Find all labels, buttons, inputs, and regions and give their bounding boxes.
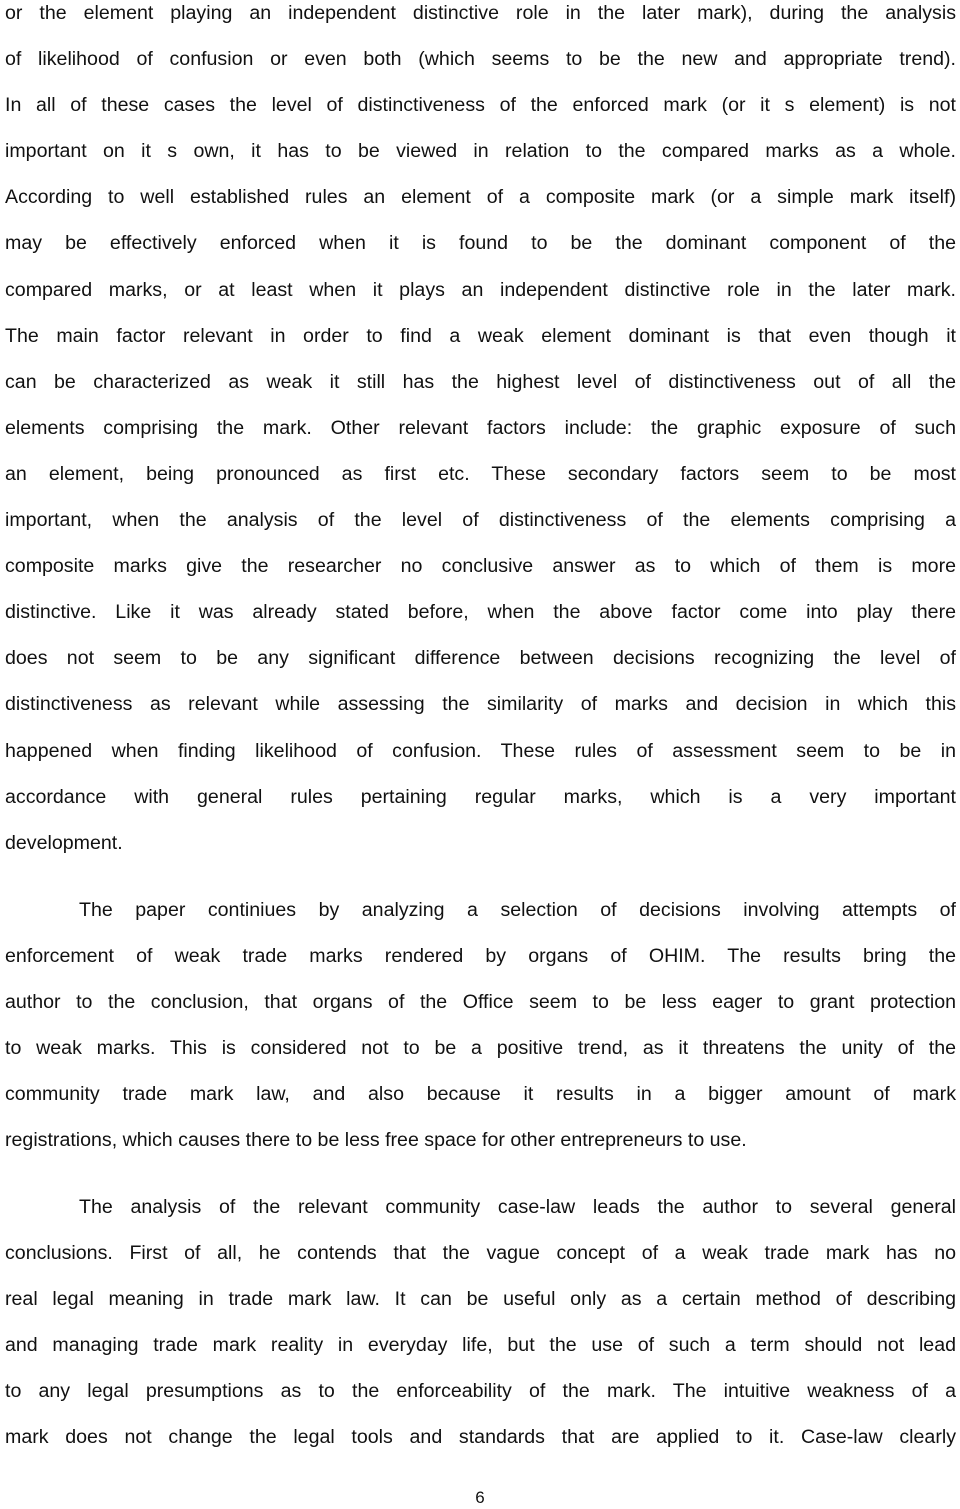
text-line: enforcement of weak trade marks rendered by organs of OHIM. The results bring the <box>5 945 956 968</box>
text-line: an element, being pronounced as first etc. These secondary factors seem to be most <box>5 462 956 485</box>
text-line: and managing trade mark reality in everyday life, but the use of such a term should not lead <box>5 1334 956 1357</box>
text-line: accordance with general rules pertaining regular marks, which is a very important <box>5 785 956 808</box>
text-line: composite marks give the researcher no conclusive answer as to which of them is more <box>5 555 956 578</box>
text-line: happened when finding likelihood of confusion. These rules of assessment seem to be in <box>5 739 956 762</box>
text-line: The main factor relevant in order to find a weak element dominant is that even though it <box>5 324 956 347</box>
text-line: registrations, which causes there to be less free space for other entrepreneurs to use. <box>5 1129 747 1152</box>
text-line: In all of these cases the level of distinctiveness of the enforced mark (or it s element) is not <box>5 94 956 117</box>
text-line: author to the conclusion, that organs of the Office seem to be less eager to grant protection <box>5 991 956 1014</box>
text-line: may be effectively enforced when it is found to be the dominant component of the <box>5 232 956 255</box>
paragraph-3 <box>5 1192 956 1469</box>
text-line: of likelihood of confusion or even both (which seems to be the new and appropriate trend). <box>5 48 956 71</box>
text-line: compared marks, or at least when it plays an independent distinctive role in the later mark. <box>5 278 956 301</box>
page-number: 6 <box>475 1488 485 1507</box>
text-line: According to well established rules an element of a composite mark (or a simple mark itself) <box>5 186 956 209</box>
text-line: important on it s own, it has to be viewed in relation to the compared marks as a whole. <box>5 140 956 163</box>
text-line: community trade mark law, and also because it results in a bigger amount of mark <box>5 1083 956 1106</box>
text-line: mark does not change the legal tools and standards that are applied to it. Case-law clearly <box>5 1426 956 1449</box>
paragraph-2 <box>5 895 956 1172</box>
text-line: to any legal presumptions as to the enforceability of the mark. The intuitive weakness of a <box>5 1380 956 1403</box>
text-line: does not seem to be any significant difference between decisions recognizing the level of <box>5 647 956 670</box>
text-line: conclusions. First of all, he contends that the vague concept of a weak trade mark has no <box>5 1242 956 1265</box>
text-line: distinctive. Like it was already stated before, when the above factor come into play there <box>5 601 956 624</box>
paragraph-1 <box>5 0 956 874</box>
text-line: The paper continiues by analyzing a selection of decisions involving attempts of <box>79 899 956 921</box>
text-line: elements comprising the mark. Other relevant factors include: the graphic exposure of such <box>5 416 956 439</box>
text-line: development. <box>5 831 123 854</box>
text-line: or the element playing an independent distinctive role in the later mark), during the analysis <box>5 2 956 24</box>
text-line: The analysis of the relevant community case-law leads the author to several general <box>79 1196 956 1218</box>
text-line: important, when the analysis of the level of distinctiveness of the elements comprising a <box>5 509 956 532</box>
text-line: to weak marks. This is considered not to be a positive trend, as it threatens the unity of the <box>5 1037 956 1060</box>
text-line: can be characterized as weak it still has the highest level of distinctiveness out of all the <box>5 370 956 393</box>
text-line: real legal meaning in trade mark law. It can be useful only as a certain method of describing <box>5 1288 956 1311</box>
text-line: distinctiveness as relevant while assessing the similarity of marks and decision in which this <box>5 693 956 716</box>
